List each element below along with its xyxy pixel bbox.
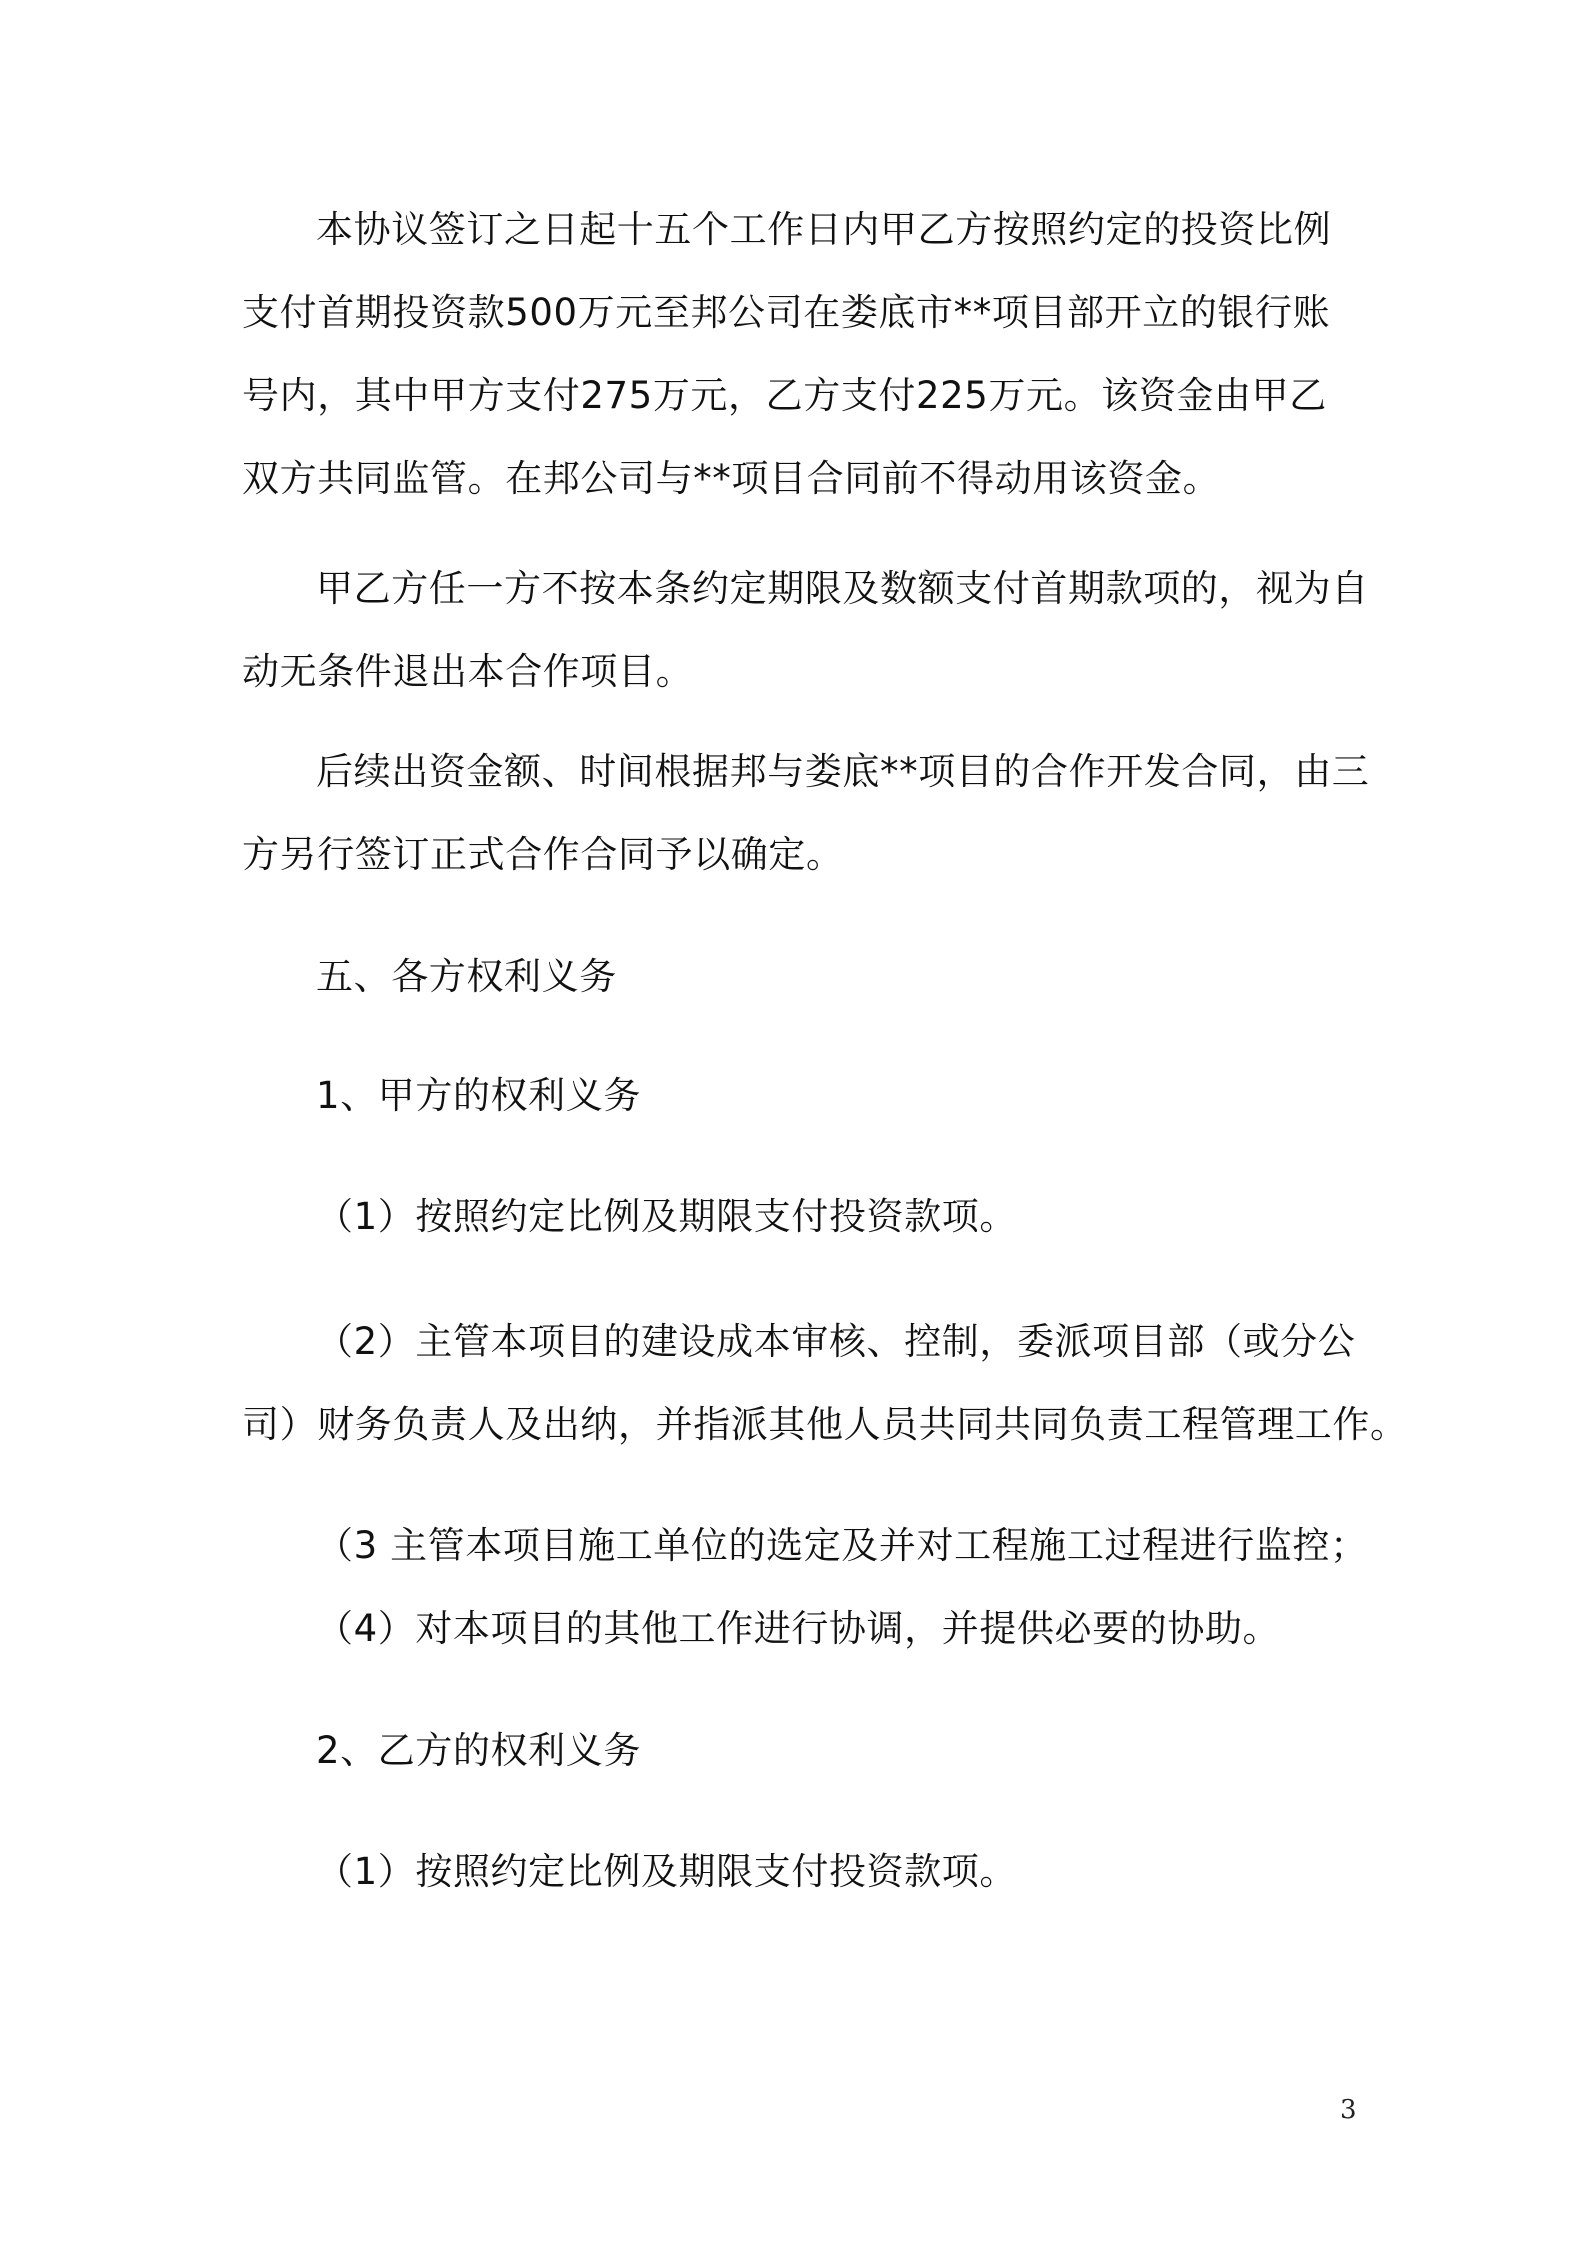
subheading-party-b <box>242 1709 1362 1792</box>
sub-heading: 1、甲方的权利义务 <box>316 1074 641 1117</box>
party-a-item-1 <box>242 1175 1362 1258</box>
list-item: （1）按照约定比例及期限支付投资款项。 <box>316 1850 1017 1893</box>
text-line: 支付首期投资款500万元至邦公司在娄底市**项目部开立的银行账 <box>242 291 1331 334</box>
section-heading-rights-obligations <box>242 935 1362 1018</box>
section-heading: 五、各方权利义务 <box>316 955 617 998</box>
sub-heading: 2、乙方的权利义务 <box>316 1729 641 1772</box>
text-line: 甲乙方任一方不按本条约定期限及数额支付首期款项的，视为自 <box>316 567 1369 610</box>
text-line: 后续出资金额、时间根据邦与娄底**项目的合作开发合同，由三 <box>316 750 1370 793</box>
text-line: 号内，其中甲方支付275万元，乙方支付225万元。该资金由甲乙 <box>242 374 1327 417</box>
text-line: 方另行签订正式合作合同予以确定。 <box>242 833 844 876</box>
party-a-items-3-4 <box>242 1504 1368 1670</box>
list-item-continuation: 司）财务负责人及出纳，并指派其他人员共同共同负责工程管理工作。 <box>242 1403 1408 1446</box>
paragraph-initial-payment <box>242 188 1362 520</box>
page-number: 3 <box>1340 2095 1357 2125</box>
party-a-item-2 <box>242 1300 1408 1466</box>
text-line: 动无条件退出本合作项目。 <box>242 650 694 693</box>
list-item: （2）主管本项目的建设成本审核、控制，委派项目部（或分公 <box>316 1320 1356 1363</box>
paragraph-subsequent-funding <box>242 730 1370 896</box>
paragraph-withdrawal <box>242 547 1369 713</box>
party-b-item-1 <box>242 1830 1362 1913</box>
list-item: （4）对本项目的其他工作进行协调，并提供必要的协助。 <box>316 1607 1281 1650</box>
text-line: 双方共同监管。在邦公司与**项目合同前不得动用该资金。 <box>242 457 1221 500</box>
text-line: 本协议签订之日起十五个工作日内甲乙方按照约定的投资比例 <box>316 208 1332 251</box>
list-item: （1）按照约定比例及期限支付投资款项。 <box>316 1195 1017 1238</box>
list-item: （3 主管本项目施工单位的选定及并对工程施工过程进行监控； <box>316 1524 1368 1567</box>
subheading-party-a <box>242 1054 1362 1137</box>
